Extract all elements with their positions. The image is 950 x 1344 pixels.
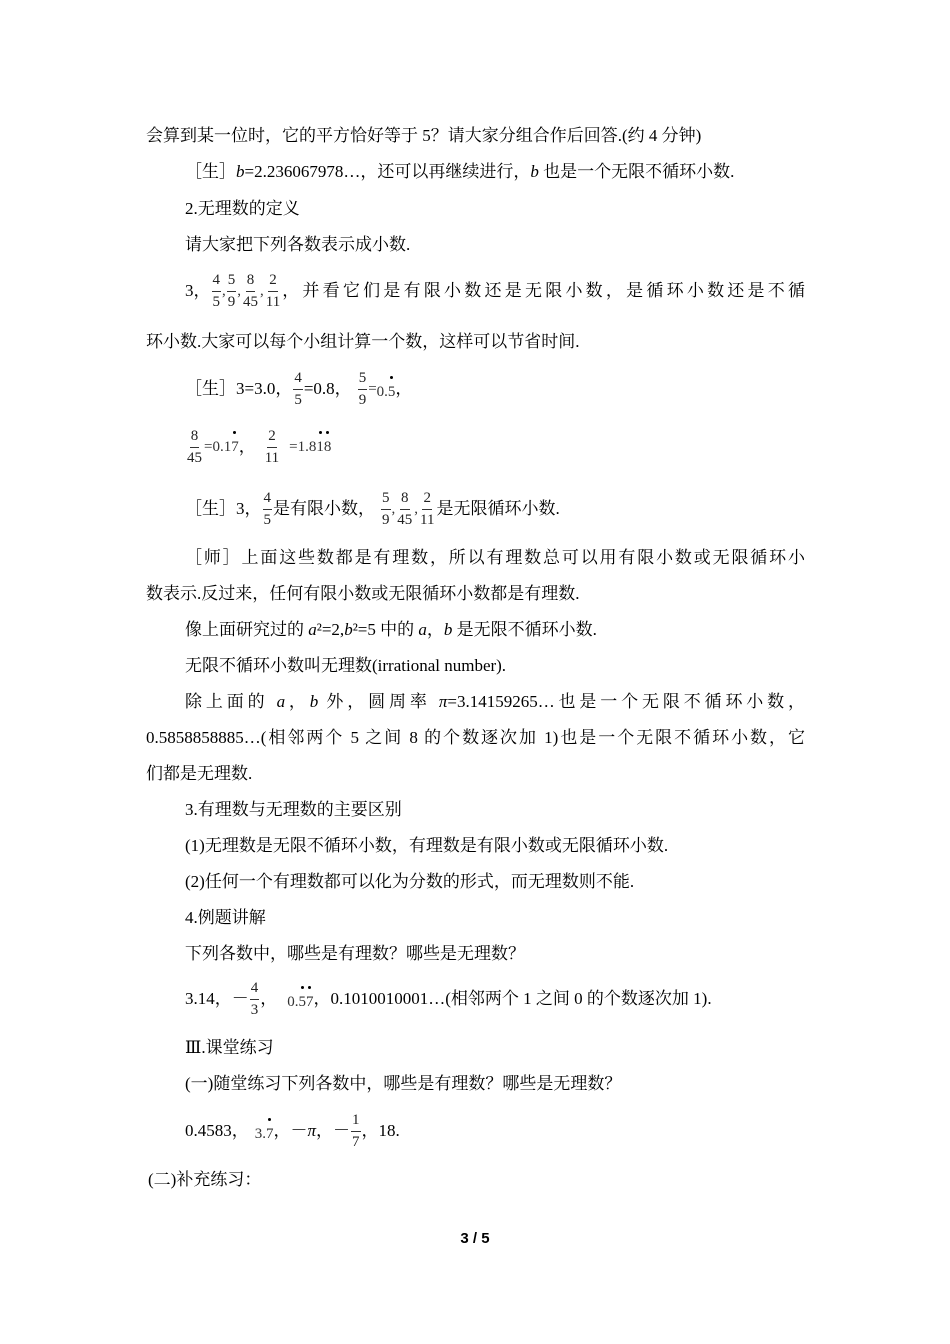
section-heading-practice: Ⅲ.课堂练习 bbox=[185, 1038, 274, 1057]
difference-2: (2)任何一个有理数都可以化为分数的形式，而无理数则不能. bbox=[185, 872, 635, 891]
fraction: $\frac{4}{5}$ bbox=[294, 369, 302, 408]
page-number: 3 / 5 bbox=[460, 1230, 490, 1247]
student-decimals-1: ［生］3=3.0， $\frac{4}{5}$ =0.8， $\frac{5}{9}$ = 0.5 ， bbox=[185, 369, 413, 408]
fraction: $\frac{8}{45}$ bbox=[397, 489, 413, 528]
fraction: $\frac{8}{45}$ bbox=[187, 427, 202, 466]
fractions-question: 3， $\frac{4}{5}$ , $\frac{5}{9}$ , $\frac{8}{45}$ , $\frac{2}{11}$ ，并看它们是有限小数还是无限小数，是循环小数还是不循 bbox=[185, 271, 805, 310]
fraction: $\frac{5}{9}$ bbox=[358, 369, 367, 408]
repeating-decimal: 1.818 bbox=[298, 435, 332, 459]
section-heading-examples: 4.例题讲解 bbox=[185, 908, 266, 927]
repeating-decimal: 0.57 bbox=[287, 990, 313, 1014]
instruction-text: 请大家把下列各数表示成小数. bbox=[185, 235, 411, 254]
supplementary-heading: (二)补充练习： bbox=[148, 1170, 262, 1189]
teacher-statement: ［师］上面这些数都是有理数，所以有理数总可以用有限小数或无限循环小 bbox=[185, 548, 805, 567]
irrational-definition: 无限不循环小数叫无理数(irrational number). bbox=[185, 656, 507, 675]
fraction: $\frac{2}{11}$ bbox=[265, 271, 281, 310]
example-numbers: 3.14，－ $\frac{4}{3}$ ， 0.57 ，0.1010010001…(相邻两个 1 之间 0 的个数逐次加 1). bbox=[185, 979, 712, 1018]
fraction: $\frac{4}{5}$ bbox=[212, 271, 220, 310]
practice-question: (一)随堂练习下列各数中，哪些是有理数？哪些是无理数？ bbox=[185, 1074, 622, 1093]
student-decimals-2: $\frac{8}{45}$ = 0.17 ， $\frac{2}{11}$ = 1.818 bbox=[187, 427, 332, 466]
fraction: $\frac{5}{9}$ bbox=[382, 489, 390, 528]
repeating-decimal: 0.17 bbox=[212, 435, 238, 459]
example-a-b: 像上面研究过的 a²=2,b²=5 中的 a，b 是无限不循环小数. bbox=[185, 620, 597, 639]
section-heading-definition: 2.无理数的定义 bbox=[185, 199, 300, 218]
practice-numbers: 0.4583， 3.7 ，－ π ，－ $\frac{1}{7}$ ，18. bbox=[185, 1111, 400, 1150]
student-answer-b: ［生］b=2.236067978…，还可以再继续进行，b 也是一个无限不循环小数. bbox=[185, 162, 735, 181]
paragraph-continuation: 环小数.大家可以每个小组计算一个数，这样可以节省时间. bbox=[146, 332, 580, 351]
paragraph-continuation: 数表示.反过来，任何有限小数或无限循环小数都是有理数. bbox=[146, 584, 580, 603]
fraction: $\frac{5}{9}$ bbox=[227, 271, 236, 310]
fraction: $\frac{8}{45}$ bbox=[243, 271, 258, 310]
repeating-decimal: 0.5 bbox=[377, 380, 396, 404]
pi-example: 除上面的 a，b 外，圆周率 π=3.14159265…也是一个无限不循环小数， bbox=[185, 692, 806, 711]
fraction: $\frac{4}{5}$ bbox=[263, 489, 271, 528]
paragraph-continuation: 会算到某一位时，它的平方恰好等于 5？请大家分组合作后回答.(约 4 分钟) bbox=[146, 126, 702, 145]
example-question: 下列各数中，哪些是有理数？哪些是无理数？ bbox=[185, 944, 525, 963]
fraction: $\frac{4}{3}$ bbox=[250, 979, 259, 1018]
difference-1: (1)无理数是无限不循环小数，有理数是有限小数或无限循环小数. bbox=[185, 836, 669, 855]
paragraph-continuation: 们都是无理数. bbox=[146, 764, 253, 783]
fraction: $\frac{2}{11}$ bbox=[420, 489, 435, 528]
repeating-decimal: 3.7 bbox=[255, 1122, 274, 1146]
student-classification: ［生］3， $\frac{4}{5}$ 是有限小数， $\frac{5}{9}$ , $\frac{8}{45}$ , $\frac{2}{11}$ 是无限循环小数. bbox=[185, 489, 560, 528]
fraction: $\frac{2}{11}$ bbox=[264, 427, 280, 466]
fraction: $\frac{1}{7}$ bbox=[352, 1111, 360, 1150]
paragraph-continuation: 0.5858858885…(相邻两个 5 之间 8 的个数逐次加 1)也是一个无限不循环小数，它 bbox=[146, 728, 805, 747]
section-heading-differences: 3.有理数与无理数的主要区别 bbox=[185, 800, 402, 819]
